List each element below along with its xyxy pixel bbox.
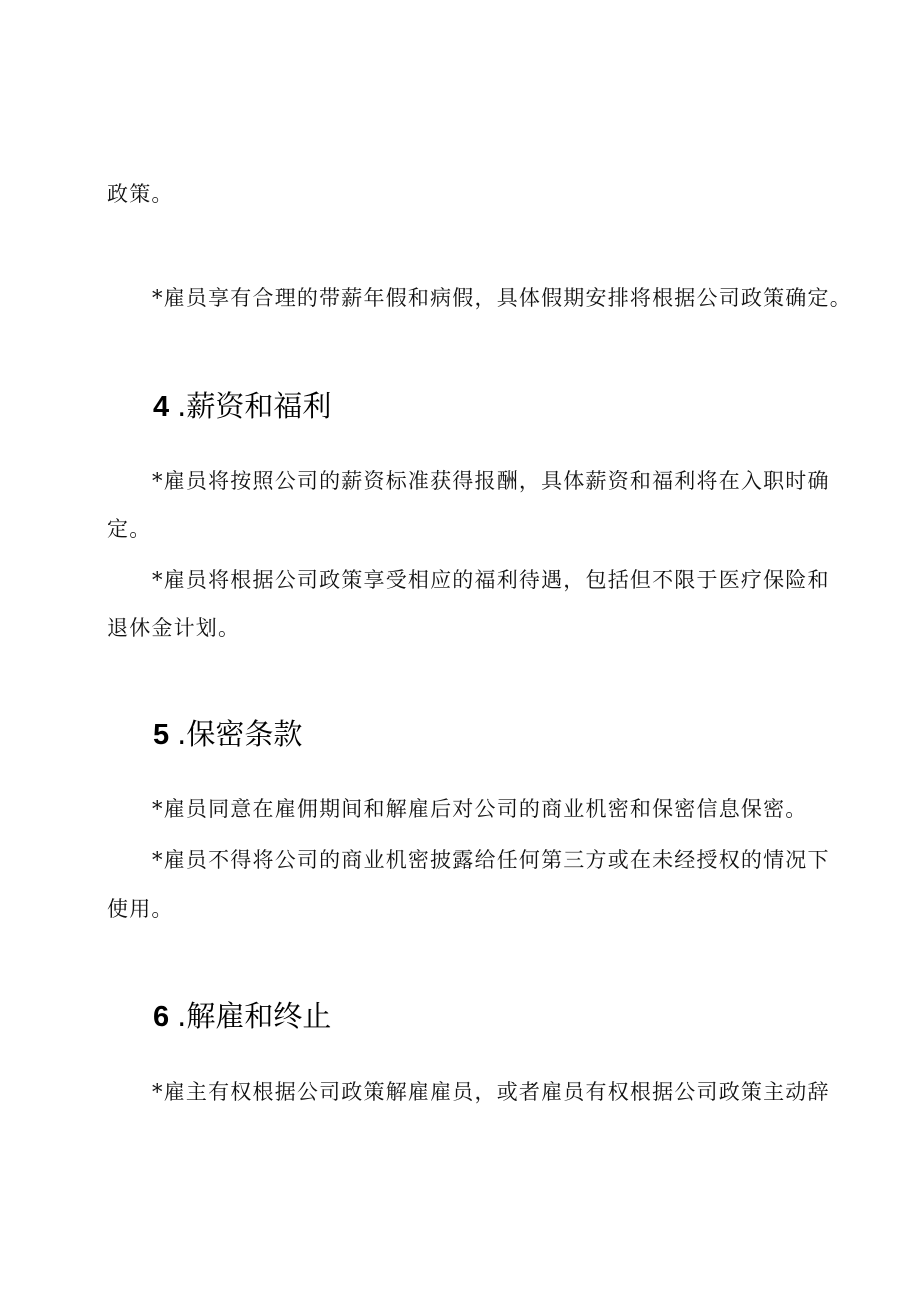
section-title: .薪资和福利 <box>177 389 332 423</box>
paragraph-line: 退休金计划。 <box>107 616 241 640</box>
paragraph-line: 定。 <box>107 517 152 541</box>
section-number: 6 <box>153 1001 170 1033</box>
paragraph-line: *雇员同意在雇佣期间和解雇后对公司的商业机密和保密信息保密。 <box>152 797 808 821</box>
section-title: .解雇和终止 <box>177 999 332 1033</box>
paragraph-line: 政策。 <box>107 182 174 206</box>
paragraph-line: *雇主有权根据公司政策解雇雇员，或者雇员有权根据公司政策主动辞 <box>152 1080 830 1104</box>
section-heading-6 <box>153 998 331 1035</box>
paragraph-line: *雇员享有合理的带薪年假和病假，具体假期安排将根据公司政策确定。 <box>152 286 852 310</box>
section-heading-5 <box>153 716 302 753</box>
paragraph-line: *雇员将按照公司的薪资标准获得报酬，具体薪资和福利将在入职时确 <box>152 469 830 493</box>
section-number: 5 <box>153 719 170 751</box>
section-number: 4 <box>153 391 170 423</box>
paragraph-line: *雇员将根据公司政策享受相应的福利待遇，包括但不限于医疗保险和 <box>152 568 830 592</box>
section-heading-4 <box>153 388 331 425</box>
paragraph-line: 使用。 <box>107 897 174 921</box>
section-title: .保密条款 <box>177 717 303 751</box>
paragraph-line: *雇员不得将公司的商业机密披露给任何第三方或在未经授权的情况下 <box>152 848 830 872</box>
